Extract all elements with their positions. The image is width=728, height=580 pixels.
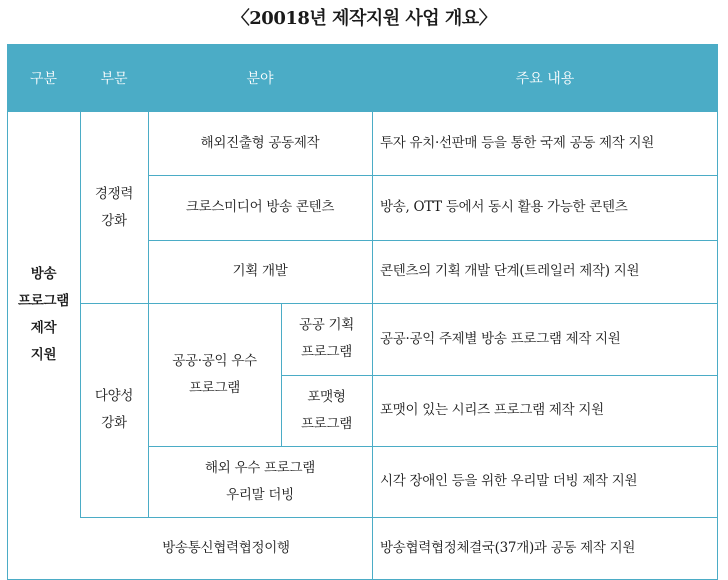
content-cell: 투자 유치·선판매 등을 통한 국제 공동 제작 지원	[380, 135, 655, 151]
field-line: 해외 우수 프로그램	[205, 459, 315, 476]
subfield-line: 공공 기획	[299, 317, 354, 333]
sector-diversity	[80, 303, 148, 517]
sector-competitiveness	[80, 112, 148, 303]
field-cell	[148, 446, 372, 517]
header-field: 분야	[148, 44, 372, 112]
field-line: 우리말 더빙	[226, 486, 294, 503]
field-group-cell	[148, 303, 281, 446]
subfield-line: 프로그램	[301, 415, 352, 432]
sector-line: 경쟁력	[94, 185, 134, 202]
sector-line: 다양성	[94, 388, 134, 404]
subfield-line: 포맷형	[307, 388, 346, 405]
field-line: 프로그램	[189, 379, 240, 396]
category-line: 프로그램	[18, 292, 69, 309]
content-cell: 시각 장애인 등을 위한 우리말 더빙 제작 지원	[380, 473, 638, 489]
content-cell: 공공·공익 주제별 방송 프로그램 제작 지원	[380, 330, 621, 347]
content-cell: 방송협력협정체결국(37개)과 공동 제작 지원	[380, 539, 636, 556]
category-line: 지원	[30, 346, 57, 363]
page-title: 〈20018년 제작지원 사업 개요〉	[231, 8, 497, 29]
subfield-cell	[281, 375, 372, 446]
field-cell: 기획 개발	[232, 263, 288, 279]
field-line: 공공·공익 우수	[172, 352, 257, 369]
overview-table	[7, 44, 718, 580]
sector-line: 강화	[101, 415, 127, 431]
category-line: 방송	[30, 265, 57, 282]
field-cell: 방송통신협력협정이행	[162, 539, 290, 556]
content-cell: 방송, OTT 등에서 동시 활용 가능한 콘텐츠	[380, 199, 628, 215]
category-cell	[7, 112, 80, 517]
header-content: 주요 내용	[372, 44, 718, 112]
content-cell: 포맷이 있는 시리즈 프로그램 제작 지원	[380, 402, 604, 418]
category-line: 제작	[30, 319, 57, 336]
subfield-cell	[281, 303, 372, 375]
header-sector: 부문	[80, 44, 148, 112]
field-cell: 해외진출형 공동제작	[200, 135, 320, 151]
content-cell: 콘텐츠의 기획 개발 단계(트레일러 제작) 지원	[380, 263, 640, 279]
field-cell: 크로스미디어 방송 콘텐츠	[185, 199, 335, 215]
subfield-line: 프로그램	[301, 344, 352, 360]
header-category: 구분	[7, 44, 80, 112]
sector-line: 강화	[101, 212, 127, 229]
